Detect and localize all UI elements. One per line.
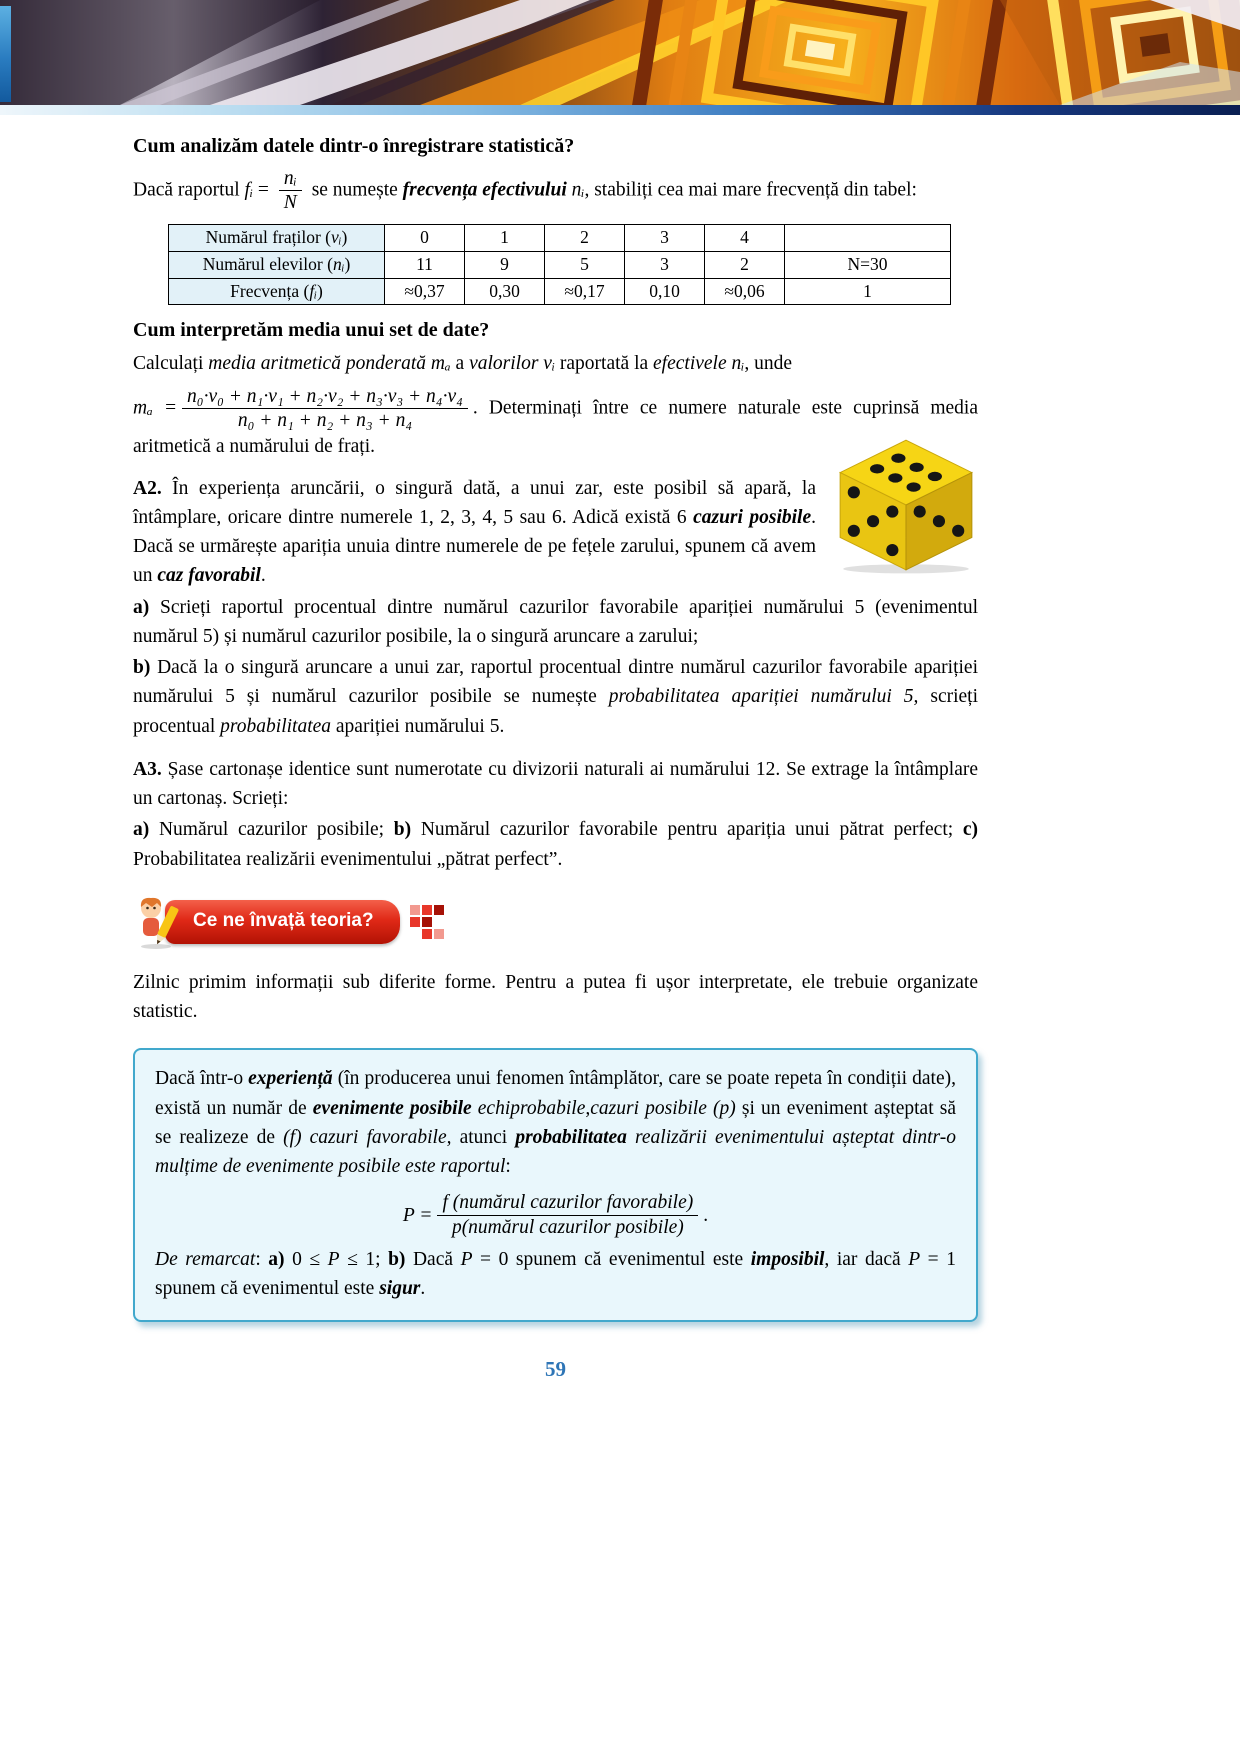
table-cell — [785, 224, 951, 251]
theory-banner — [133, 896, 978, 948]
heading-analyze-data: Cum analizăm datele dintr-o înregistrare statistică? — [133, 135, 575, 157]
formula-lhs: P = — [402, 1204, 433, 1226]
text-run: Dacă raportul fᵢ = — [133, 179, 274, 201]
fraction-ni-over-N — [279, 167, 302, 215]
table-cell: 11 — [385, 251, 465, 278]
fraction-weighted-mean — [182, 385, 468, 433]
heading-interpret-mean: Cum interpretăm media unui set de date? — [133, 319, 490, 342]
table-cell: 2 — [545, 224, 625, 251]
dice-image — [830, 434, 982, 574]
theory-remark: De remarcat: a) 0 ≤ P ≤ 1; b) Dacă P = 0 spunem că evenimentul este imposibil, iar dacă P = 1 spunem că evenimentul este sigur. — [155, 1249, 956, 1300]
fraction-numerator: f (numărul cazurilor favorabile) — [437, 1191, 698, 1215]
abstract-header-art — [0, 0, 1240, 105]
table-cell: ≈0,06 — [705, 278, 785, 305]
fraction-probability — [437, 1191, 698, 1239]
table-cell: ≈0,17 — [545, 278, 625, 305]
theory-box — [133, 1048, 978, 1321]
exercise-a3-text: A3. Șase cartonașe identice sunt numerotate cu divizorii naturali ai numărului 12. Se extrage la întâmplare un cartonaș. Scrieți: — [133, 758, 978, 810]
table-cell: 1 — [465, 224, 545, 251]
fraction-numerator: nᵢ — [279, 167, 302, 191]
table-cell: 1 — [785, 278, 951, 305]
fraction-numerator: n₀·v₀ + n₁·v₁ + n₂·v₂ + n₃·v₃ + n₄·v₄ — [182, 385, 468, 409]
page-content — [133, 131, 978, 1385]
exercise-a2 — [133, 474, 978, 591]
table-cell: 0,30 — [465, 278, 545, 305]
page-number: 59 — [545, 1356, 566, 1381]
exercise-a3-items: a) Numărul cazurilor posibile; b) Numărul cazurilor favorabile pentru apariția unui pătrat perfect; c) Probabilitatea realizării evenimentului „pătrat perfect”. — [133, 819, 978, 870]
table-cell: 3 — [625, 224, 705, 251]
paragraph-frequency-intro — [133, 167, 978, 215]
paragraph-intro-statistics: Zilnic primim informații sub diferite forme. Pentru a putea fi ușor interpretate, ele trebuie organizate statistic. — [133, 971, 978, 1023]
exercise-a2-item-b: b) Dacă la o singură aruncare a unui zar, raportul procentual dintre numărul cazurilor favorabile apariției numărului 5 și numărul cazurilor posibile se numește probabilitatea apariției numărului 5, scrieți procentual probabilitatea apariției numărului 5. — [133, 657, 979, 737]
exercise-a2-item-a: a) Scrieți raportul procentual dintre numărul cazurilor favorabile apariției numărului 5 (evenimentul numărul 5) și numărul cazurilor posibile, la o singură aruncare a zarului; — [133, 596, 978, 647]
exercise-a2-text: A2. În experiența aruncării, o singură dată, a unui zar, este posibil să apară, la întâmplare, oricare dintre numerele 1, 2, 3, 4, 5 sau 6. Adică există 6 cazuri posibile. Dacă se urmărește apariția unuia dintre numerele de pe fețele zarului, spunem că avem un caz favorabil. — [133, 477, 816, 587]
row-label: Frecvența (fᵢ) — [169, 278, 385, 305]
decor-squares-icon — [410, 905, 444, 939]
table-cell: 0,10 — [625, 278, 705, 305]
fraction-denominator: N — [283, 192, 297, 214]
theory-body: Dacă într-o experiență (în producerea unui fenomen întâmplător, care se poate repeta în condiții date), există un număr de evenimente posibile echiprobabile,cazuri posibile (p) și un eveniment așteptat să se realizeze de (f) cazuri favorabile, atunci probabilitatea realizării evenimentului așteptat dintr-o mulțime de evenimente posibile este raportul: — [155, 1068, 957, 1178]
table-row-pupils — [169, 251, 951, 278]
paragraph-mean-intro: Calculați media aritmetică ponderată mₐ a valorilor vᵢ raportată la efectivele nᵢ, unde — [133, 353, 792, 375]
frequency-table — [168, 224, 951, 306]
page-header — [0, 0, 1240, 105]
spine-blue-bar — [0, 6, 11, 102]
table-cell: 4 — [705, 224, 785, 251]
row-label: Numărul fraților (vᵢ) — [169, 224, 385, 251]
table-cell: ≈0,37 — [385, 278, 465, 305]
theory-banner-label: Ce ne învață teoria? — [165, 900, 400, 944]
table-cell: 3 — [625, 251, 705, 278]
header-divider-stripe — [0, 105, 1240, 115]
formula-lhs: mₐ = — [133, 397, 178, 419]
table-cell: 9 — [465, 251, 545, 278]
fraction-denominator: n₀ + n₁ + n₂ + n₃ + n₄ — [237, 410, 413, 432]
formula-period: . — [703, 1204, 709, 1226]
text-run: se numește frecvența efectivului nᵢ, stabiliți cea mai mare frecvență din tabel: — [306, 179, 917, 201]
table-cell: 0 — [385, 224, 465, 251]
text-run: . Determinați între ce numere naturale este cuprinsă media aritmetică a numărului de frați. — [133, 397, 978, 458]
fraction-denominator: p(numărul cazurilor posibile) — [451, 1216, 684, 1238]
row-label: Numărul elevilor (nᵢ) — [169, 251, 385, 278]
table-row-siblings — [169, 224, 951, 251]
table-cell: 2 — [705, 251, 785, 278]
kid-pencil-icon — [133, 895, 179, 949]
table-cell: N=30 — [785, 251, 951, 278]
probability-formula — [155, 1191, 956, 1239]
table-row-frequency — [169, 278, 951, 305]
table-cell: 5 — [545, 251, 625, 278]
